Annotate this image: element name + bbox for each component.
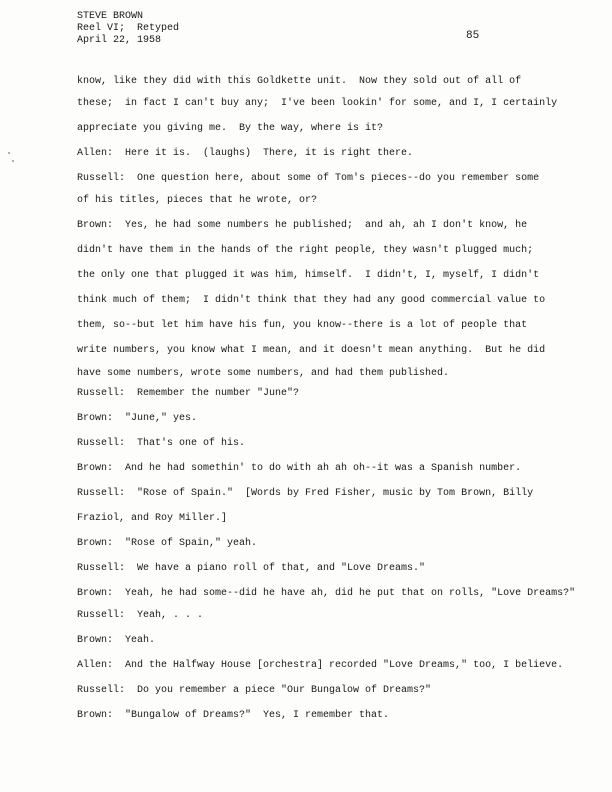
transcript-line: Russell: Remember the number "June"? [77,388,300,399]
transcript-line: have some numbers, wrote some numbers, and had them published. [77,368,450,379]
transcript-line: of his titles, pieces that he wrote, or? [77,195,318,206]
page-number: 85 [466,30,480,42]
transcript-line: think much of them; I didn't think that they had any good commercial value to [77,295,546,306]
transcript-line: Brown: Yeah. [77,635,156,646]
scan-speck [12,160,14,162]
interview-date: April 22, 1958 [77,35,162,46]
transcript-line: Brown: Yes, he had some numbers he published; and ah, ah I don't know, he [77,220,528,231]
transcript-line: Brown: "Rose of Spain," yeah. [77,538,258,549]
transcript-line: write numbers, you know what I mean, and it doesn't mean anything. But he did [77,345,546,356]
transcript-line: didn't have them in the hands of the right people, they wasn't plugged much; [77,245,534,256]
transcript-line: Brown: And he had somethin' to do with ah ah oh--it was a Spanish number. [77,463,522,474]
transcript-line: these; in fact I can't buy any; I've been lookin' for some, and I, I certainly [77,98,558,109]
transcript-line: Russell: "Rose of Spain." [Words by Fred Fisher, music by Tom Brown, Billy [77,488,534,499]
transcript-line: Brown: Yeah, he had some--did he have ah, did he put that on rolls, "Love Dreams?" [77,588,576,599]
scan-speck [8,152,10,154]
transcript-line: them, so--but let him have his fun, you know--there is a lot of people that [77,320,528,331]
page-header [77,11,179,47]
transcript-line: appreciate you giving me. By the way, where is it? [77,123,384,134]
transcript-line: Russell: Do you remember a piece "Our Bungalow of Dreams?" [77,685,432,696]
transcript-line: Russell: That's one of his. [77,438,246,449]
transcript-line: Russell: One question here, about some of Tom's pieces--do you remember some [77,173,540,184]
transcript-line: the only one that plugged it was him, himself. I didn't, I, myself, I didn't [77,270,540,281]
transcript-line: Allen: Here it is. (laughs) There, it is right there. [77,148,414,159]
transcript-line: Fraziol, and Roy Miller.] [77,513,228,524]
transcript-line: Brown: "Bungalow of Dreams?" Yes, I remember that. [77,710,390,721]
transcript-line: know, like they did with this Goldkette unit. Now they sold out of all of [77,76,522,87]
transcript-line: Brown: "June," yes. [77,413,198,424]
reel-label: Reel VI; Retyped [77,23,180,34]
transcript-line: Russell: We have a piano roll of that, and "Love Dreams." [77,563,426,574]
transcript-line: Russell: Yeah, . . . [77,610,204,621]
interviewee-name: STEVE BROWN [77,11,144,22]
transcript-line: Allen: And the Halfway House [orchestra] recorded "Love Dreams," too, I believe. [77,660,564,671]
